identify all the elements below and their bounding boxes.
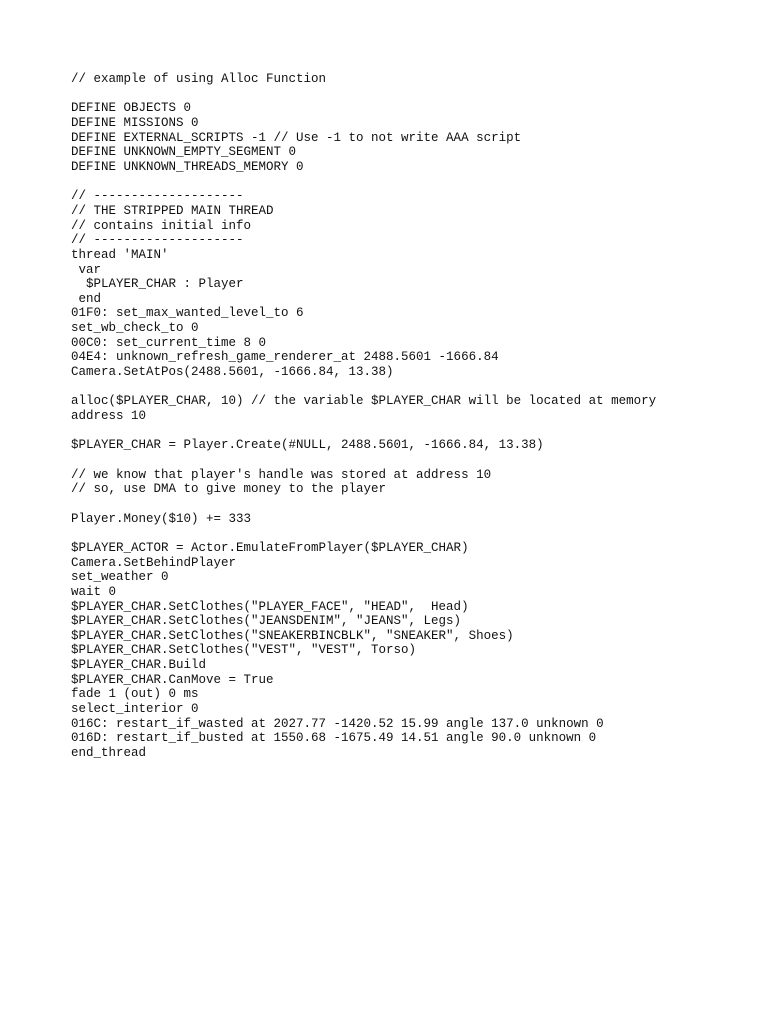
code-line: thread 'MAIN'	[71, 247, 169, 262]
code-line: set_wb_check_to 0	[71, 321, 199, 336]
code-line: // contains initial info	[71, 218, 252, 233]
code-line: end_thread	[71, 746, 147, 761]
code-line: $PLAYER_CHAR.SetClothes("JEANSDENIM", "JEANS", Legs)	[71, 614, 462, 629]
code-line: // --------------------	[71, 189, 244, 204]
code-line: 016C: restart_if_wasted at 2027.77 -1420.52 15.99 angle 137.0 unknown 0	[71, 716, 604, 731]
code-line: select_interior 0	[71, 702, 199, 717]
blank-line	[71, 424, 751, 439]
code-line: end	[71, 291, 102, 306]
code-line: DEFINE UNKNOWN_THREADS_MEMORY 0	[71, 159, 304, 174]
blank-line	[71, 453, 751, 468]
code-line: $PLAYER_ACTOR = Actor.EmulateFromPlayer($PLAYER_CHAR)	[71, 540, 469, 555]
code-line: $PLAYER_CHAR : Player	[71, 277, 244, 292]
code-line: DEFINE UNKNOWN_EMPTY_SEGMENT 0	[71, 145, 297, 160]
code-line: DEFINE MISSIONS 0	[71, 115, 199, 130]
code-line: $PLAYER_CHAR = Player.Create(#NULL, 2488.5601, -1666.84, 13.38)	[71, 438, 544, 453]
code-line: // we know that player's handle was stored at address 10	[71, 467, 492, 482]
code-line: // THE STRIPPED MAIN THREAD	[71, 203, 274, 218]
code-line: $PLAYER_CHAR.SetClothes("PLAYER_FACE", "HEAD", Head)	[71, 599, 469, 614]
code-line: DEFINE OBJECTS 0	[71, 101, 192, 116]
code-line: set_weather 0	[71, 570, 169, 585]
code-line: $PLAYER_CHAR.SetClothes("VEST", "VEST", Torso)	[71, 643, 417, 658]
blank-line	[71, 380, 751, 395]
code-line: 016D: restart_if_busted at 1550.68 -1675.49 14.51 angle 90.0 unknown 0	[71, 731, 597, 746]
blank-line	[71, 87, 751, 102]
code-line: $PLAYER_CHAR.SetClothes("SNEAKERBINCBLK", "SNEAKER", Shoes)	[71, 628, 514, 643]
code-line: 00C0: set_current_time 8 0	[71, 335, 267, 350]
blank-line	[71, 175, 751, 190]
code-line: $PLAYER_CHAR.CanMove = True	[71, 672, 274, 687]
code-line: wait 0	[71, 584, 117, 599]
code-line: var	[71, 262, 102, 277]
code-line: Player.Money($10) += 333	[71, 511, 252, 526]
blank-line	[71, 497, 751, 512]
code-line: 01F0: set_max_wanted_level_to 6	[71, 306, 304, 321]
code-line: Camera.SetBehindPlayer	[71, 555, 237, 570]
code-line: alloc($PLAYER_CHAR, 10) // the variable $PLAYER_CHAR will be located at memory	[71, 394, 657, 409]
code-line: // --------------------	[71, 233, 244, 248]
code-line: address 10	[71, 409, 147, 424]
code-line: Camera.SetAtPos(2488.5601, -1666.84, 13.38)	[71, 365, 394, 380]
code-line: fade 1 (out) 0 ms	[71, 687, 199, 702]
code-line: 04E4: unknown_refresh_game_renderer_at 2488.5601 -1666.84	[71, 350, 499, 365]
code-line: // so, use DMA to give money to the player	[71, 482, 387, 497]
code-line: DEFINE EXTERNAL_SCRIPTS -1 // Use -1 to not write AAA script	[71, 130, 522, 145]
code-line: $PLAYER_CHAR.Build	[71, 658, 207, 673]
blank-line	[71, 526, 751, 541]
code-listing	[71, 72, 751, 761]
code-line: // example of using Alloc Function	[71, 72, 327, 86]
